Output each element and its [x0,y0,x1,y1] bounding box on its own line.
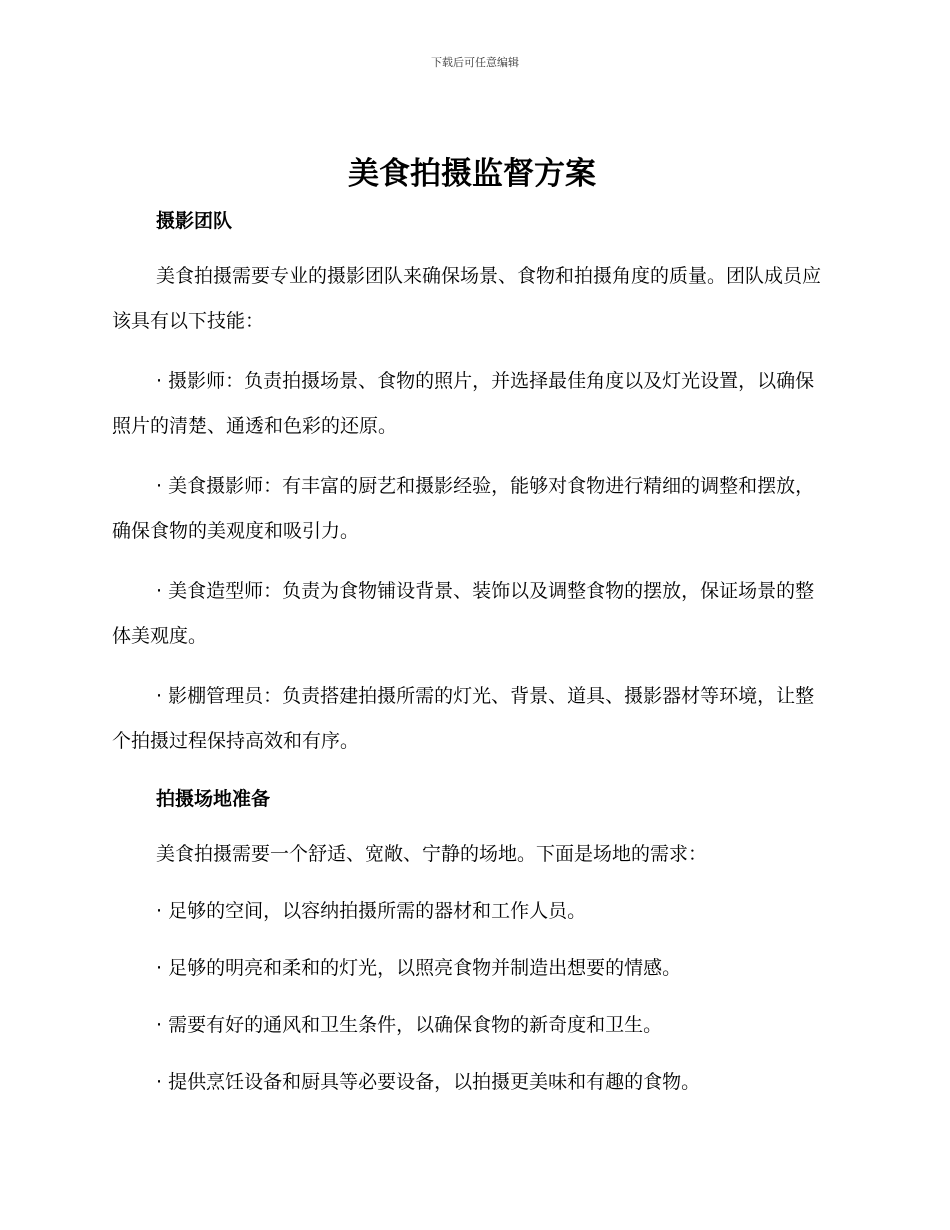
list-item: · 美食造型师：负责为食物铺设背景、装饰以及调整食物的摆放，保证场景的整体美观度。 [112,580,815,647]
section-heading-photography-team: 摄影团队 [156,210,233,232]
list-item: · 足够的空间，以容纳拍摄所需的器材和工作人员。 [156,900,587,922]
list-item: · 足够的明亮和柔和的灯光，以照亮食物并制造出想要的情感。 [156,957,682,979]
list-item: · 摄影师：负责拍摄场景、食物的照片，并选择最佳角度以及灯光设置，以确保照片的清楚、通透和色彩的还原。 [112,370,815,437]
list-item: · 影棚管理员：负责搭建拍摄所需的灯光、背景、道具、摄影器材等环境，让整个拍摄过程保持高效和有序。 [112,685,815,752]
section-heading-venue-preparation: 拍摄场地准备 [156,788,271,810]
list-item: · 提供烹饪设备和厨具等必要设备，以拍摄更美味和有趣的食物。 [156,1071,701,1093]
list-item: · 需要有好的通风和卫生条件，以确保食物的新奇度和卫生。 [156,1014,663,1036]
section-intro-photography-team: 美食拍摄需要专业的摄影团队来确保场景、食物和拍摄角度的质量。团队成员应该具有以下技能： [112,265,822,332]
list-item: · 美食摄影师：有丰富的厨艺和摄影经验，能够对食物进行精细的调整和摆放，确保食物的美观度和吸引力。 [112,475,815,542]
document-title: 美食拍摄监督方案 [348,156,596,192]
page-header-note: 下载后可任意编辑 [431,56,519,69]
section-intro-venue-preparation: 美食拍摄需要一个舒适、宽敞、宁静的场地。下面是场地的需求： [156,843,708,865]
document-body [112,148,832,1105]
